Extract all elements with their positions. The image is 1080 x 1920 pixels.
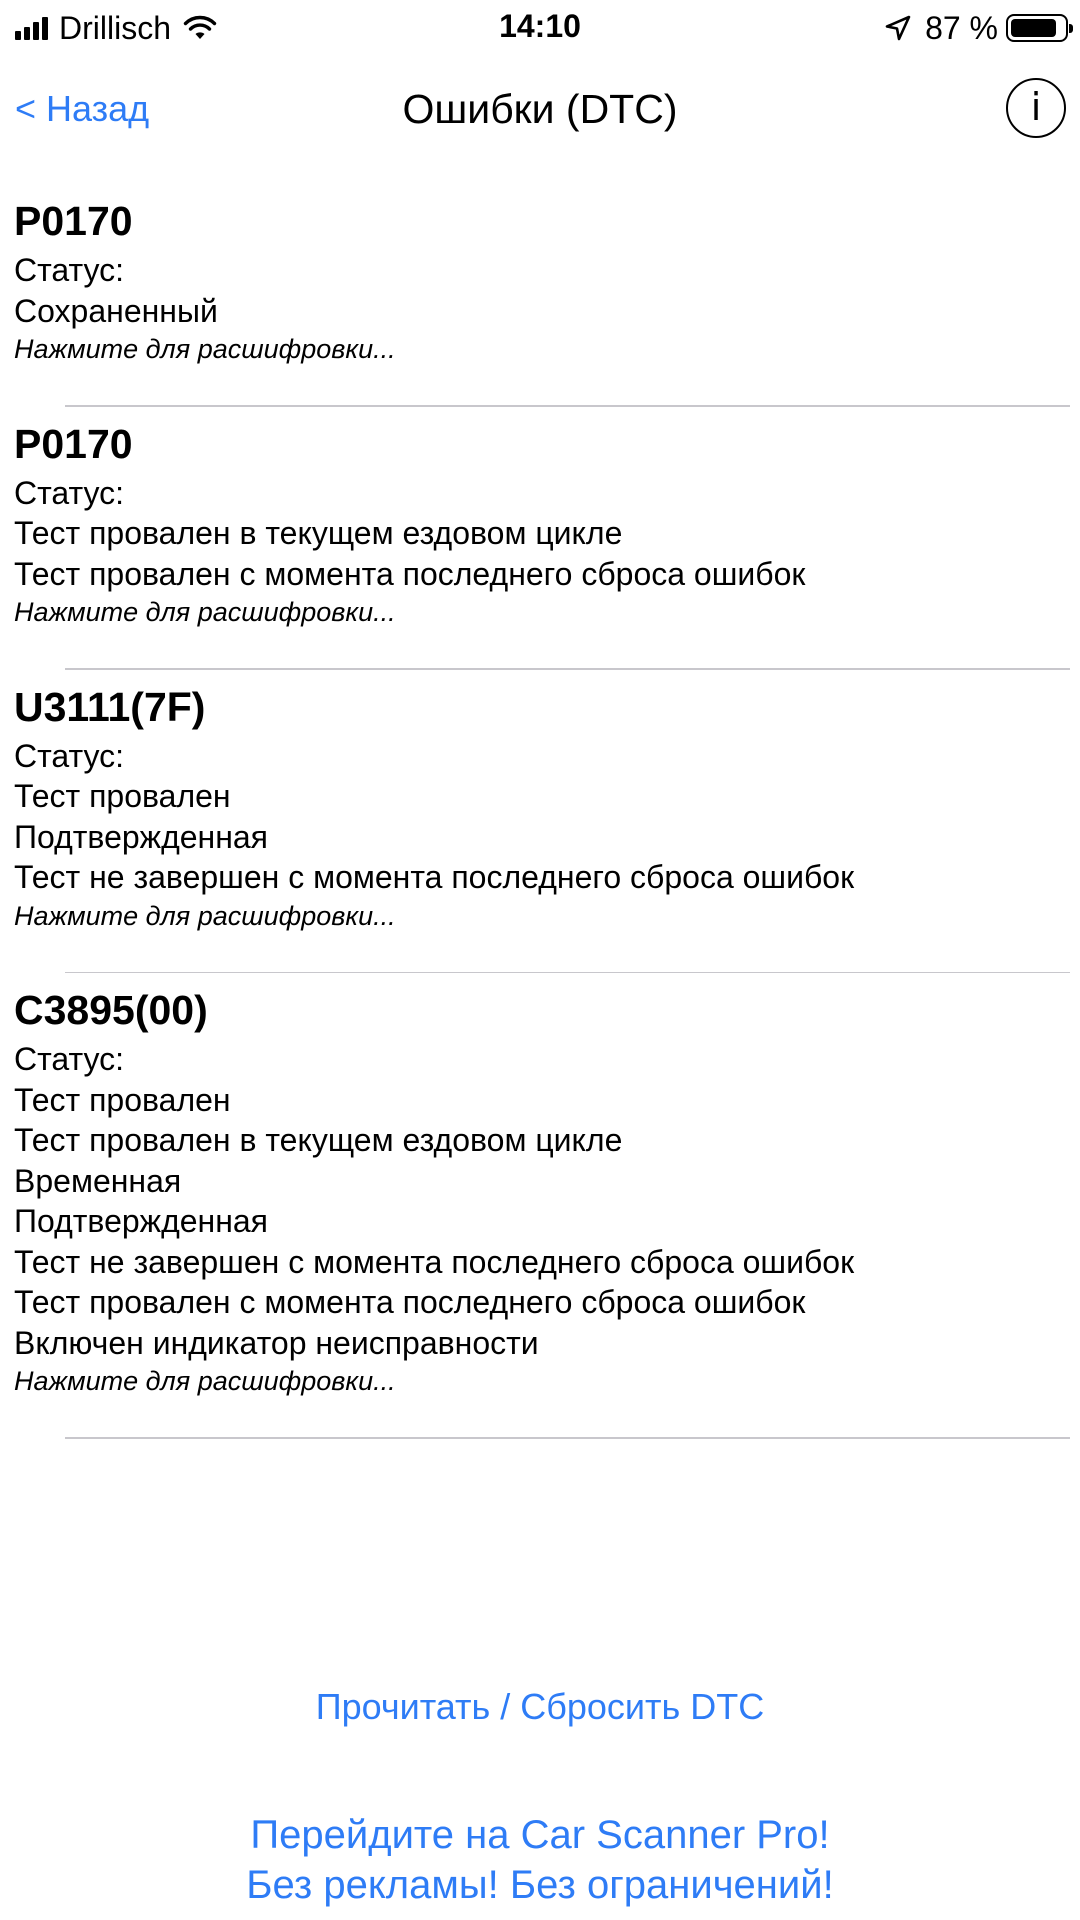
carrier-name: Drillisch <box>59 9 171 46</box>
back-button[interactable]: < Назад <box>15 88 150 129</box>
dtc-status-label: Статус: <box>14 252 125 288</box>
dtc-list-item[interactable] <box>0 682 1080 934</box>
dtc-status-detail: Подтвержденная <box>14 1203 268 1239</box>
dtc-code: P0170 <box>14 198 133 244</box>
row-separator <box>65 972 1070 974</box>
upgrade-pro-link[interactable] <box>0 1810 1080 1910</box>
dtc-status-label: Статус: <box>14 737 125 774</box>
battery-icon <box>1006 14 1068 42</box>
dtc-status-detail: Сохраненный <box>14 292 218 329</box>
dtc-status-detail: Тест не завершен с момента последнего сброса ошибок <box>14 859 855 895</box>
dtc-status-detail: Тест провален с момента последнего сброса ошибок <box>14 1284 806 1320</box>
dtc-status-detail: Включен индикатор неисправности <box>14 1324 539 1361</box>
dtc-status-label: Статус: <box>14 1041 125 1077</box>
dtc-decode-hint: Нажмите для расшифровки... <box>14 900 396 931</box>
row-separator <box>65 1437 1070 1439</box>
row-separator <box>65 405 1070 407</box>
dtc-status-detail: Тест провален в текущем ездовом цикле <box>14 1122 623 1158</box>
dtc-decode-hint: Нажмите для расшифровки... <box>14 334 396 364</box>
page-title: Ошибки (DTC) <box>402 86 678 132</box>
dtc-status-detail: Тест не завершен с момента последнего сброса ошибок <box>14 1243 855 1280</box>
dtc-status-detail: Тест провален <box>14 1081 231 1118</box>
promo-line-1: Перейдите на Car Scanner Pro! <box>250 1813 830 1857</box>
battery-percent: 87 % <box>925 9 998 46</box>
dtc-code: P0170 <box>14 420 133 467</box>
dtc-status-label: Статус: <box>14 474 125 511</box>
status-time: 14:10 <box>499 8 581 44</box>
dtc-status-detail: Подтвержденная <box>14 818 268 855</box>
dtc-list-item[interactable] <box>0 196 1080 367</box>
dtc-status-detail: Тест провален с момента последнего сброса ошибок <box>14 555 806 592</box>
dtc-status-detail: Тест провален <box>14 778 231 814</box>
dtc-list-item[interactable] <box>0 419 1080 631</box>
status-bar <box>0 0 1080 56</box>
dtc-code: U3111(7F) <box>14 683 206 730</box>
read-reset-dtc-button[interactable]: Прочитать / Сбросить DTC <box>315 1686 765 1727</box>
info-icon: i <box>1030 85 1042 129</box>
navigation-bar <box>0 64 1080 160</box>
status-bar-right <box>885 8 1068 48</box>
battery-cap <box>1069 24 1073 33</box>
dtc-list <box>0 196 1080 1451</box>
battery-level-fill <box>1011 19 1056 37</box>
dtc-decode-hint: Нажмите для расшифровки... <box>14 597 396 627</box>
promo-line-2: Без рекламы! Без ограничений! <box>246 1863 834 1907</box>
dtc-decode-hint: Нажмите для расшифровки... <box>14 1366 396 1396</box>
dtc-status-detail: Временная <box>14 1162 182 1199</box>
dtc-list-item[interactable] <box>0 985 1080 1399</box>
row-separator <box>65 668 1070 670</box>
dtc-code: C3895(00) <box>14 987 208 1033</box>
location-arrow-icon <box>885 15 911 41</box>
dtc-status-detail: Тест провален в текущем ездовом цикле <box>14 515 623 551</box>
info-button[interactable] <box>1006 78 1066 138</box>
